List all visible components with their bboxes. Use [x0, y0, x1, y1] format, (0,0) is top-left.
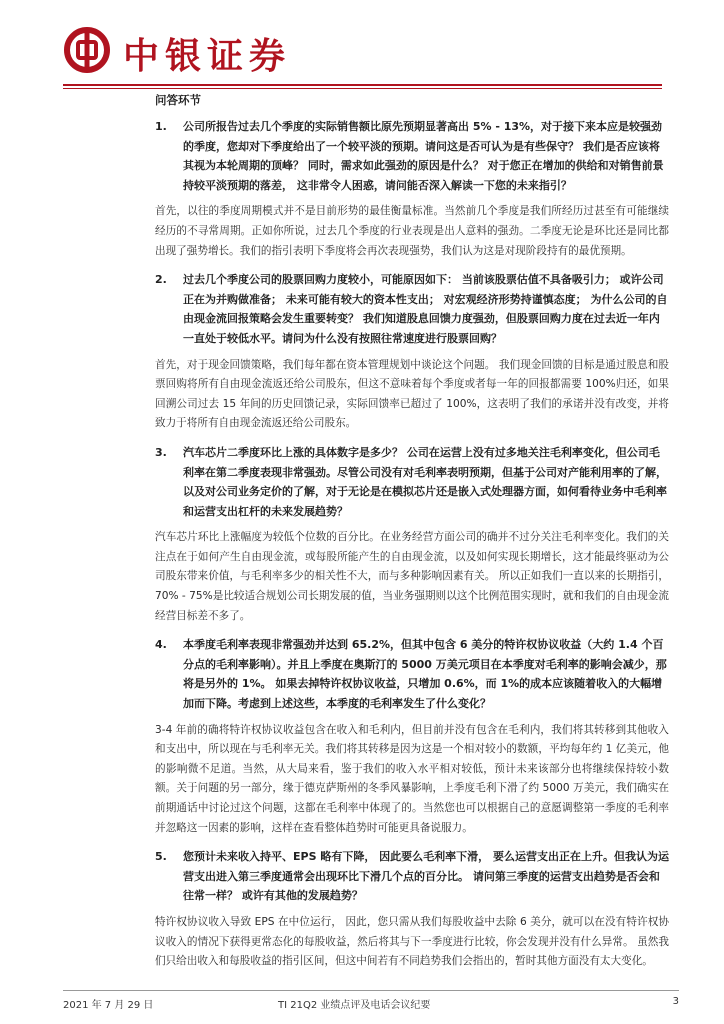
question-text: 过去几个季度公司的股票回购力度较小，可能原因如下： 当前该股票估值不具备吸引力； 或许公司正在为并购做准备； 未来可能有较大的资本性支出； 对宏观经济形势持谨慎态度； 为什么公司的自由现金流回报策略会发生重要转变？ 我们知道股息回馈力度强劲，但股票回购力度在过去近一年内一直处于较低水平。请问为什么没有按照往常速度进行股票回购？ — [183, 273, 668, 345]
question-number: 1. — [155, 120, 167, 133]
footer-date: 2021 年 7 月 29 日 — [63, 1000, 154, 1011]
answer-5: 特许权协议收入导致 EPS 在中位运行， 因此，您只需从我们每股收益中去除 6 美分，就可以在没有特许权协议收入的情况下获得更常态化的每股收益，然后将其与下一季度进行比较，你会发现并没有什么异常。 虽然我们只给出收入和每股收益的指引区间，但这中间若有不同趋势我们会指出的，暂时其他方面没有太大变化。 — [155, 915, 669, 968]
header-divider-thin — [63, 88, 662, 89]
question-2 — [155, 270, 669, 348]
footer-title: TI 21Q2 业绩点评及电话会议纪要 — [278, 1000, 431, 1011]
answer-1: 首先，以往的季度周期模式并不是目前形势的最佳衡量标准。当然前几个季度是我们所经历过甚至有可能继续经历的不寻常周期。正如你所说，过去几个季度的行业表现是出人意料的强劲。二季度无论是环比还是同比都出现了强势增长。我们的指引表明下季度将会再次表现强势，我们认为这是对现阶段持有的最优预期。 — [155, 205, 669, 257]
question-5 — [155, 847, 669, 906]
page-header — [63, 22, 663, 82]
page-footer — [63, 990, 679, 1011]
answer-4: 3-4 年前的确将特许权协议收益包含在收入和毛利内，但目前并没有包含在毛利内，我们将其转移到其他收入和支出中，所以现在与毛利率无关。我们将其转移是因为这是一个相对较小的数额，平均每年约 1 亿美元，他的影响微不足道。当然，从大局来看，鉴于我们的收入水平相对较低，预计未来该部分也将继续保持较小数额。关于问题的另一部分，缘于德克萨斯州的冬季风暴影响，上季度毛利下滑了约 5000 万美元，我们确实在前期通话中讨论过这个问题，这都在毛利率中体现了的。当然您也可以根据自己的意愿调整第一季度的毛利率并忽略这一因素的影响，这样在查看整体趋势时可能更具备说服力。 — [155, 723, 669, 834]
section-title: 问答环节 — [155, 93, 201, 107]
page-number: 3 — [672, 996, 679, 1007]
question-1 — [155, 117, 669, 195]
question-text: 公司所报告过去几个季度的实际销售额比原先预期显著高出 5% - 13%，对于接下来本应是较强劲的季度，您却对下季度给出了一个较平淡的预期。请问这是否可认为是有些保守？ 我们是否应该将其视为本轮周期的顶峰？ 同时，需求如此强劲的原因是什么？ 对于您正在增加的供给和对销售前景持较平淡预期的落差， 这非常令人困惑，请问能否深入解读一下您的未来指引？ — [183, 120, 664, 192]
header-divider — [63, 84, 662, 86]
answer-2: 首先，对于现金回馈策略，我们每年都在资本管理规划中谈论这个问题。 我们现金回馈的目标是通过股息和股票回购将所有自由现金流返还给公司股东，但这不意味着每个季度或者每一年的回报都需要 100%归还，如果回溯公司过去 15 年间的历史回馈记录，实际回馈率已超过了 100%，这表明了我们的承诺并没有改变，并将致力于将所有自由现金流返还给公司股东。 — [155, 358, 669, 430]
answer-3: 汽车芯片环比上涨幅度为较低个位数的百分比。在业务经营方面公司的确并不过分关注毛利率变化。我们的关注点在于如何产生自由现金流，或每股所能产生的自由现金流，以及如何实现长期增长，这才能最终驱动为公司股东带来价值，与毛利率多少的相关性不大，而与多种影响因素有关。 所以正如我们一直以来的长期指引，70% - 75%是比较适合规划公司长期发展的值，当业务强期则以这个比例范围实现时，就和我们的自由现金流经营目标差不多了。 — [155, 531, 669, 622]
main-content — [155, 92, 669, 981]
question-text: 您预计未来收入持平、EPS 略有下降， 因此要么毛利率下滑， 要么运营支出正在上升。但我认为运营支出进入第三季度通常会出现环比下滑几个点的百分比。 请问第三季度的运营支出趋势是否会和往常一样？ 或许有其他的发展趋势？ — [183, 850, 669, 903]
question-text: 汽车芯片二季度环比上涨的具体数字是多少？ 公司在运营上没有过多地关注毛利率变化，但公司毛利率在第二季度表现非常强劲。尽管公司没有对毛利率表明预期，但基于公司对产能利用率的了解，以及对公司业务定价的了解，对于无论是在模拟芯片还是嵌入式处理器方面，如何看待业务中毛利率和运营支出杠杆的未来发展趋势？ — [183, 445, 667, 518]
question-3 — [155, 443, 669, 521]
question-number: 5. — [155, 850, 167, 864]
bank-of-china-logo-icon — [63, 26, 111, 74]
question-text: 本季度毛利率表现非常强劲并达到 65.2%，但其中包含 6 美分的特许权协议收益（大约 1.4 个百分点的毛利率影响）。并且上季度在奥斯汀的 5000 万美元项目在本季度对毛利率的影响会减少，那将是另外的 1%。 如果去掉特许权协议收益，只增加 0.6%，而 1%的成本应该随着收入的大幅增加而下降。考虑到上述这些，本季度的毛利率发生了什么变化？ — [183, 638, 667, 711]
question-number: 3. — [155, 445, 167, 459]
question-4 — [155, 635, 669, 713]
brand-name: 中银证券 — [123, 36, 292, 77]
question-number: 2. — [155, 273, 167, 287]
question-number: 4. — [155, 638, 167, 652]
